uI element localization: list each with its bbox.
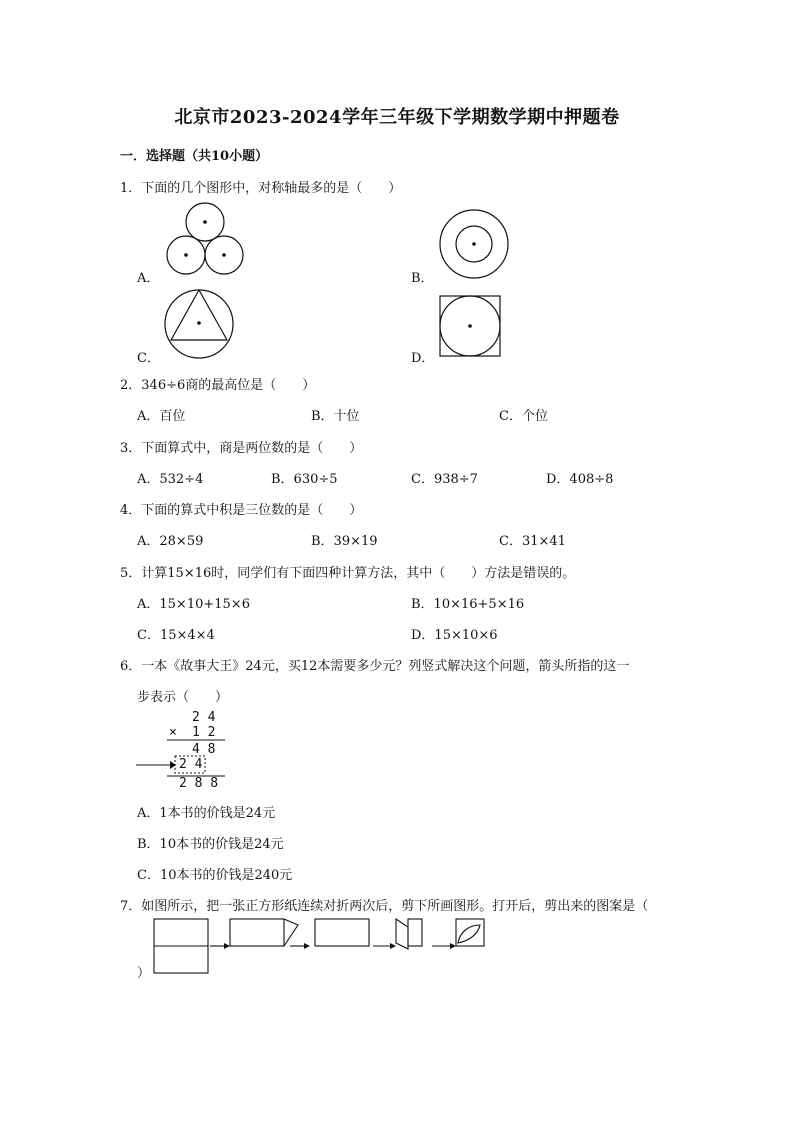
question-2: 2．346÷6商的最高位是（ ） xyxy=(120,378,316,393)
section-heading: 一．选择题（共10小题） xyxy=(120,149,269,164)
mult-row-partial-1: 4 8 xyxy=(192,742,216,757)
q5-option-a: A．15×10+15×6 xyxy=(137,597,250,612)
q5-option-d: D．15×10×6 xyxy=(411,628,498,643)
q1-option-a-label: A． xyxy=(137,271,160,286)
q2-option-a: A．百位 xyxy=(137,409,186,424)
circle-in-square-figure xyxy=(438,294,504,360)
question-6-line-1: 6．一本《故事大王》24元，买12本需要多少元？列竖式解决这个问题，箭头所指的这一 xyxy=(120,659,630,674)
q3-option-d: D．408÷8 xyxy=(546,472,614,487)
question-6-line-2: 步表示（ ） xyxy=(137,690,229,705)
q1-option-c-label: C． xyxy=(137,351,160,366)
q3-option-c: C．938÷7 xyxy=(411,472,478,487)
q3-option-a: A．532÷4 xyxy=(137,472,204,487)
triangle-in-circle-figure xyxy=(163,288,237,362)
concentric-circles-figure xyxy=(436,208,512,284)
q3-option-b: B．630÷5 xyxy=(271,472,338,487)
q5-option-c: C．15×4×4 xyxy=(137,628,215,643)
arrow-icon xyxy=(136,759,176,771)
q4-option-c: C．31×41 xyxy=(499,534,566,549)
mult-lines xyxy=(135,738,235,778)
mult-row-multiplier: 1 2 xyxy=(192,725,216,740)
q4-option-b: B．39×19 xyxy=(311,534,378,549)
question-3: 3．下面算式中，商是两位数的是（ ） xyxy=(120,441,363,456)
mult-row-multiplicand: 2 4 xyxy=(192,710,216,725)
three-circles-figure xyxy=(160,200,250,280)
page-title: 北京市2023-2024学年三年级下学期数学期中押题卷 xyxy=(174,107,620,128)
q6-option-b: B．10本书的价钱是24元 xyxy=(137,837,284,852)
q6-option-a: A．1本书的价钱是24元 xyxy=(137,806,276,821)
question-7-close: ） xyxy=(137,966,151,981)
folding-steps-figure xyxy=(150,915,490,977)
q2-option-c: C．个位 xyxy=(499,409,548,424)
question-7: 7．如图所示，把一张正方形纸连续对折两次后，剪下所画图形。打开后，剪出来的图案是（ xyxy=(120,899,649,914)
q2-option-b: B．十位 xyxy=(311,409,360,424)
question-4: 4．下面的算式中积是三位数的是（ ） xyxy=(120,503,363,518)
mult-row-result: 2 8 8 xyxy=(179,776,219,791)
mult-row-partial-2: 2 4 xyxy=(179,757,203,772)
mult-operator: × xyxy=(169,725,177,740)
question-1: 1．下面的几个图形中，对称轴最多的是（ ） xyxy=(120,181,402,196)
q1-option-b-label: B． xyxy=(411,271,434,286)
q5-option-b: B．10×16+5×16 xyxy=(411,597,525,612)
q1-option-d-label: D． xyxy=(411,351,435,366)
q4-option-a: A．28×59 xyxy=(137,534,204,549)
question-5: 5．计算15×16时，同学们有下面四种计算方法，其中（ ）方法是错误的。 xyxy=(120,566,576,581)
q6-option-c: C．10本书的价钱是240元 xyxy=(137,868,293,883)
